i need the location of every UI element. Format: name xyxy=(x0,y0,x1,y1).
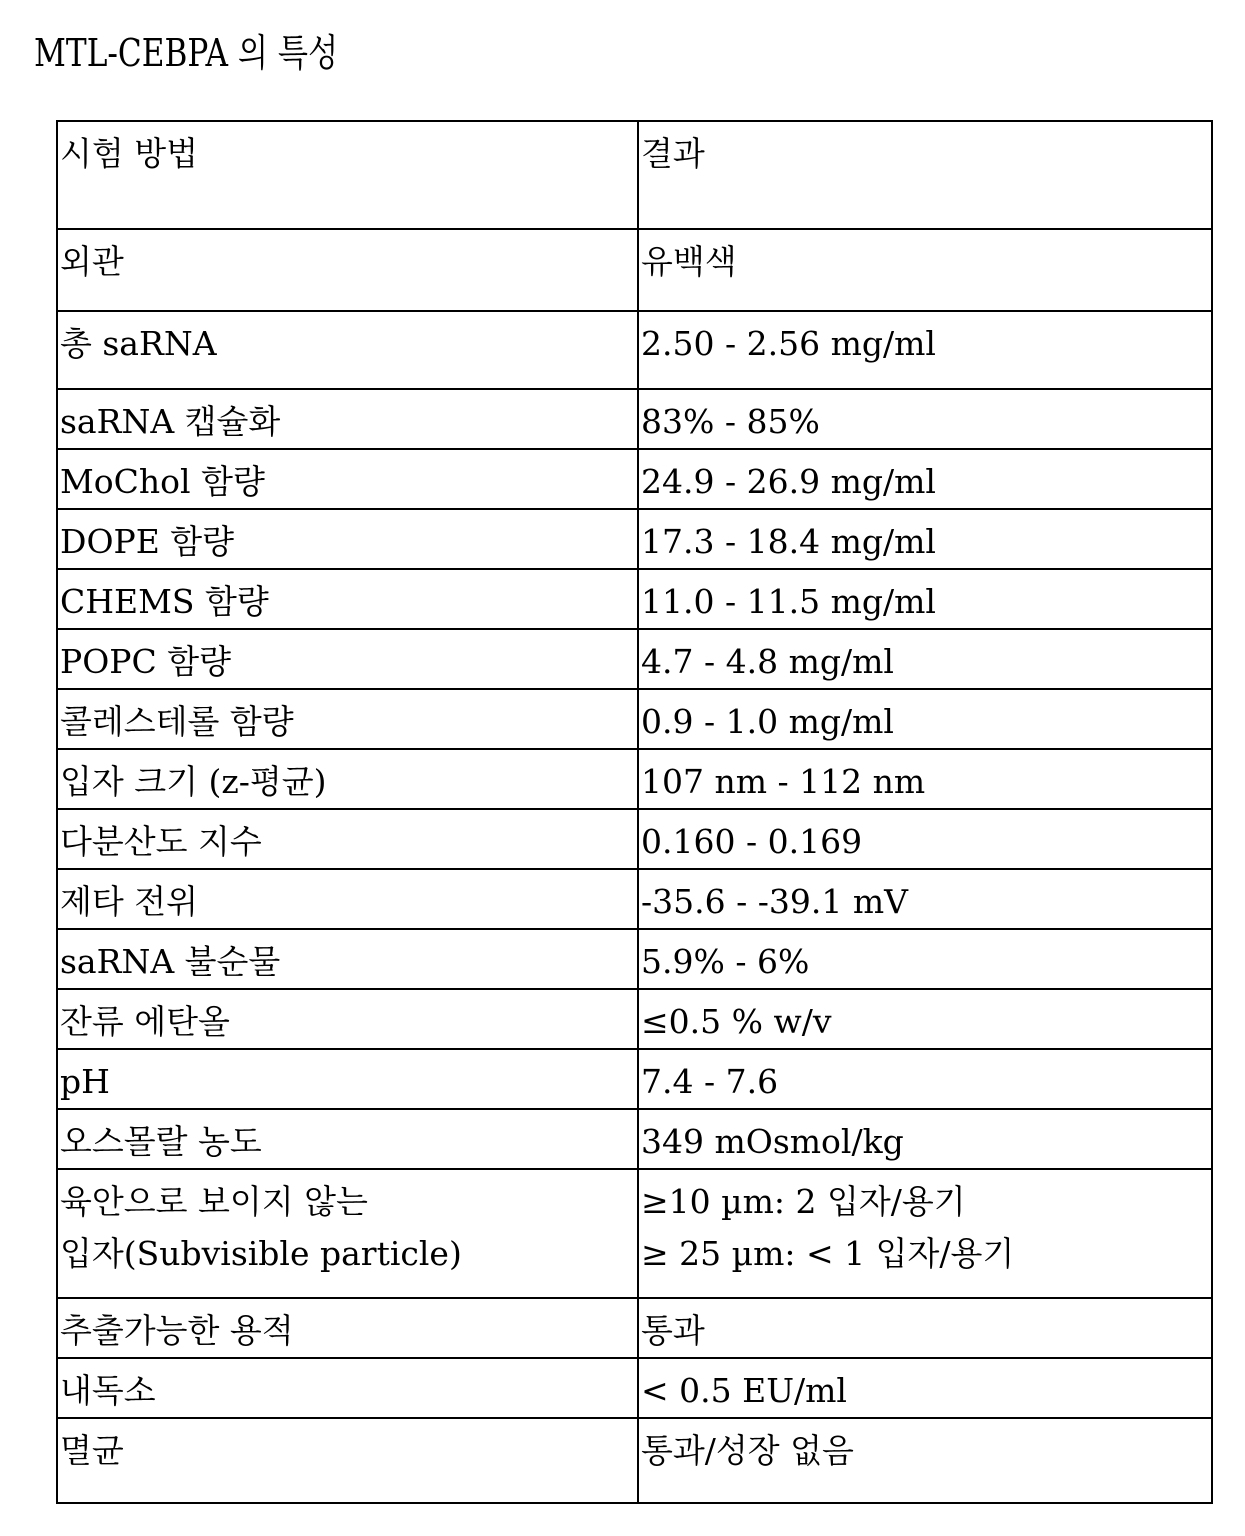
table-row xyxy=(57,1418,1212,1503)
table-row xyxy=(57,569,1212,629)
header-result: 결과 xyxy=(638,121,1212,229)
result-cell xyxy=(638,689,1212,749)
method-cell xyxy=(57,749,638,809)
cell-text: 통과/성장 없음 xyxy=(641,1425,1211,1477)
method-cell xyxy=(57,809,638,869)
cell-text: ≥10 µm: 2 입자/용기 xyxy=(641,1176,1211,1228)
table-row xyxy=(57,509,1212,569)
cell-text: 다분산도 지수 xyxy=(60,816,637,868)
cell-text: 제타 전위 xyxy=(60,876,637,928)
method-cell xyxy=(57,989,638,1049)
cell-text: 입자 크기 (z-평균) xyxy=(60,756,637,808)
result-cell xyxy=(638,749,1212,809)
header-method: 시험 방법 xyxy=(57,121,638,229)
cell-text: pH xyxy=(60,1056,637,1108)
cell-text: saRNA 불순물 xyxy=(60,936,637,988)
cell-text: ≥ 25 µm: < 1 입자/용기 xyxy=(641,1228,1211,1280)
method-cell xyxy=(57,1358,638,1418)
cell-text: saRNA 캡슐화 xyxy=(60,396,637,448)
method-cell xyxy=(57,229,638,311)
cell-text: 멸균 xyxy=(60,1425,637,1477)
result-cell xyxy=(638,229,1212,311)
cell-text: CHEMS 함량 xyxy=(60,576,637,628)
method-cell xyxy=(57,929,638,989)
result-cell xyxy=(638,1418,1212,1503)
table-row xyxy=(57,1358,1212,1418)
document-title: MTL-CEBPA 의 특성 xyxy=(34,22,338,77)
cell-text: 육안으로 보이지 않는 xyxy=(60,1176,637,1228)
method-cell xyxy=(57,629,638,689)
table-row xyxy=(57,1169,1212,1298)
method-cell xyxy=(57,1049,638,1109)
method-cell xyxy=(57,1109,638,1169)
method-cell xyxy=(57,869,638,929)
cell-text: 0.160 - 0.169 xyxy=(641,816,1211,868)
result-cell xyxy=(638,629,1212,689)
result-cell xyxy=(638,569,1212,629)
table-row xyxy=(57,311,1212,389)
cell-text: 349 mOsmol/kg xyxy=(641,1116,1211,1168)
table-row xyxy=(57,389,1212,449)
table-row xyxy=(57,1298,1212,1358)
method-cell xyxy=(57,449,638,509)
table-row xyxy=(57,449,1212,509)
cell-text: -35.6 - -39.1 mV xyxy=(641,876,1211,928)
result-cell xyxy=(638,509,1212,569)
result-cell xyxy=(638,389,1212,449)
cell-text: 입자(Subvisible particle) xyxy=(60,1228,637,1280)
result-cell xyxy=(638,1109,1212,1169)
cell-text: 4.7 - 4.8 mg/ml xyxy=(641,636,1211,688)
cell-text: < 0.5 EU/ml xyxy=(641,1365,1211,1417)
table-row xyxy=(57,229,1212,311)
table-row xyxy=(57,689,1212,749)
table-row xyxy=(57,989,1212,1049)
method-cell xyxy=(57,569,638,629)
method-cell xyxy=(57,311,638,389)
method-cell xyxy=(57,1418,638,1503)
result-cell xyxy=(638,311,1212,389)
table-row xyxy=(57,1109,1212,1169)
cell-text: 추출가능한 용적 xyxy=(60,1305,637,1357)
table-row xyxy=(57,869,1212,929)
method-cell xyxy=(57,509,638,569)
cell-text: 17.3 - 18.4 mg/ml xyxy=(641,516,1211,568)
cell-text: 11.0 - 11.5 mg/ml xyxy=(641,576,1211,628)
result-cell xyxy=(638,869,1212,929)
cell-text: 7.4 - 7.6 xyxy=(641,1056,1211,1108)
result-cell xyxy=(638,929,1212,989)
cell-text: 83% - 85% xyxy=(641,396,1211,448)
cell-text: 0.9 - 1.0 mg/ml xyxy=(641,696,1211,748)
cell-text: 잔류 에탄올 xyxy=(60,996,637,1048)
result-cell xyxy=(638,449,1212,509)
cell-text: ≤0.5 % w/v xyxy=(641,996,1211,1048)
result-cell xyxy=(638,1049,1212,1109)
method-cell xyxy=(57,689,638,749)
method-cell xyxy=(57,389,638,449)
result-cell xyxy=(638,1298,1212,1358)
cell-text: POPC 함량 xyxy=(60,636,637,688)
cell-text: 107 nm - 112 nm xyxy=(641,756,1211,808)
method-cell xyxy=(57,1298,638,1358)
cell-text: 내독소 xyxy=(60,1365,637,1417)
table-row xyxy=(57,1049,1212,1109)
cell-text: 통과 xyxy=(641,1305,1211,1357)
result-cell xyxy=(638,1358,1212,1418)
table-row xyxy=(57,929,1212,989)
cell-text: 24.9 - 26.9 mg/ml xyxy=(641,456,1211,508)
characteristics-table xyxy=(56,120,1213,1504)
table-row xyxy=(57,749,1212,809)
cell-text: 오스몰랄 농도 xyxy=(60,1116,637,1168)
cell-text: 5.9% - 6% xyxy=(641,936,1211,988)
table-row xyxy=(57,809,1212,869)
result-cell xyxy=(638,989,1212,1049)
result-cell xyxy=(638,809,1212,869)
cell-text: 2.50 - 2.56 mg/ml xyxy=(641,318,1211,370)
table-header-row xyxy=(57,121,1212,229)
cell-text: DOPE 함량 xyxy=(60,516,637,568)
cell-text: 유백색 xyxy=(641,236,1211,288)
table-row xyxy=(57,629,1212,689)
cell-text: MoChol 함량 xyxy=(60,456,637,508)
cell-text: 외관 xyxy=(60,236,637,288)
method-cell xyxy=(57,1169,638,1298)
result-cell xyxy=(638,1169,1212,1298)
cell-text: 콜레스테롤 함량 xyxy=(60,696,637,748)
cell-text: 총 saRNA xyxy=(60,318,637,370)
